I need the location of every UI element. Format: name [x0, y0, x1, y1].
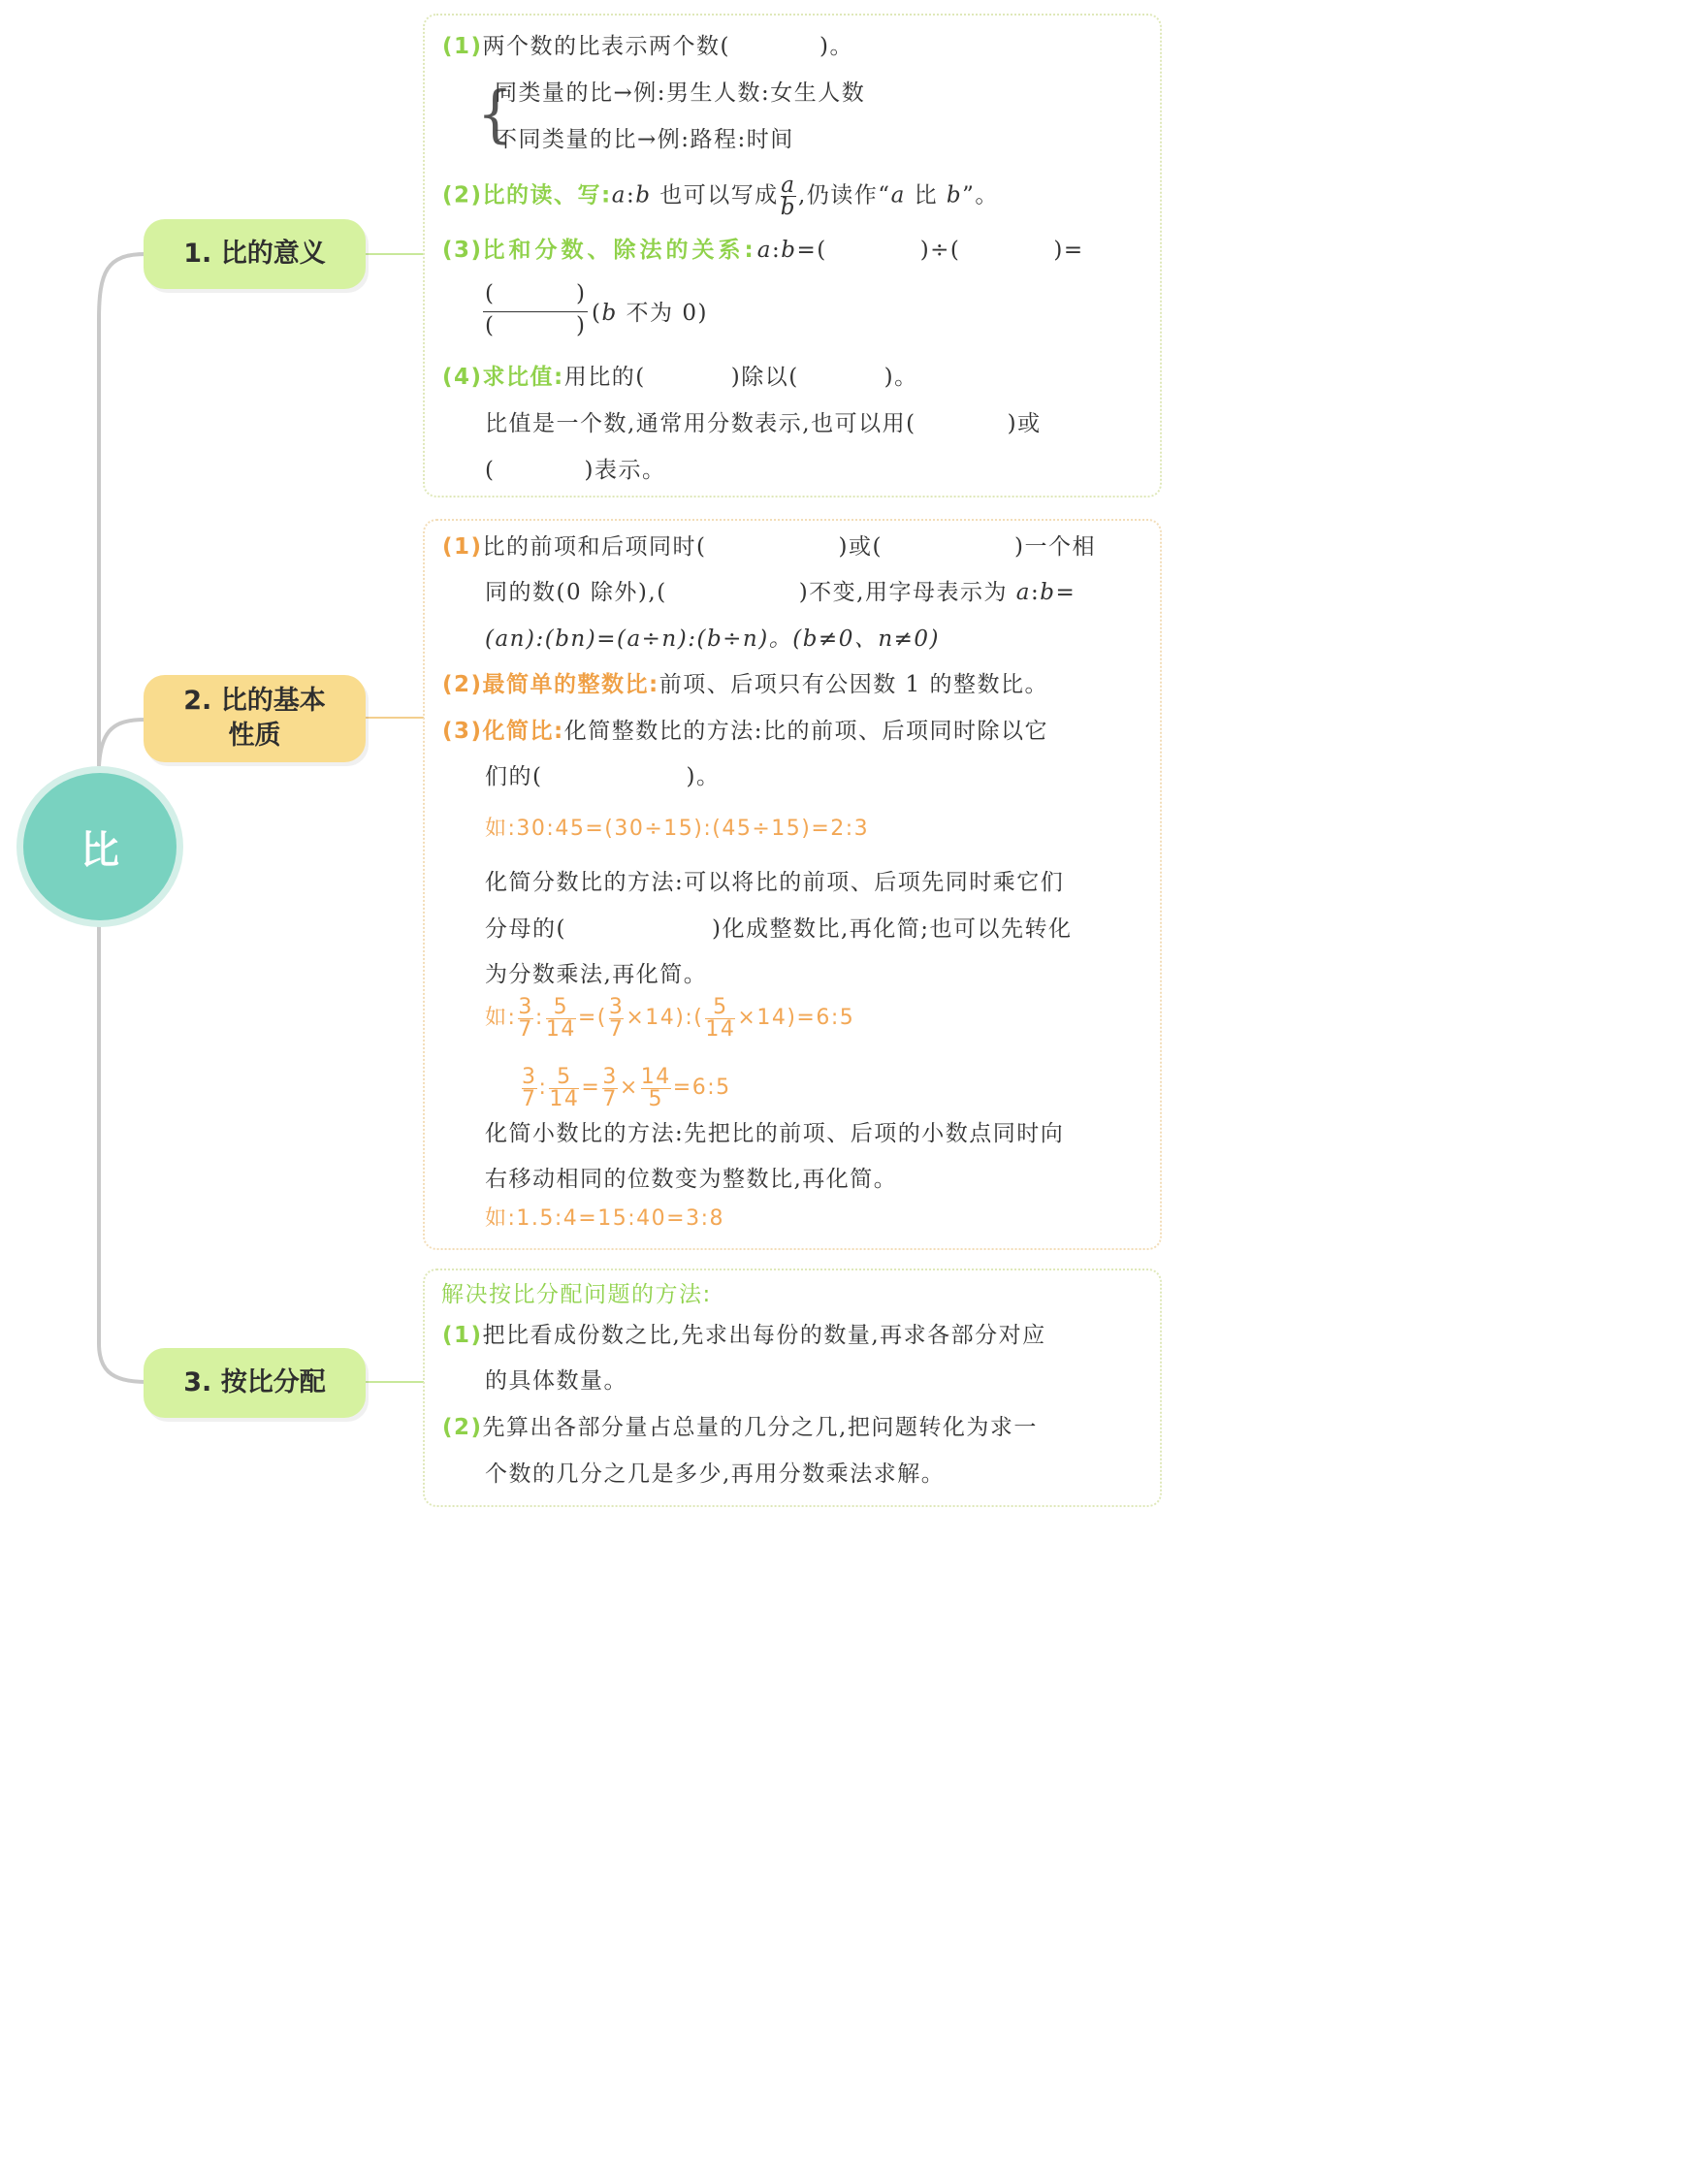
s1-item3-cont [592, 299, 708, 328]
fraction [640, 1064, 671, 1111]
paren: ( [485, 281, 494, 306]
s1-item3 [442, 236, 1084, 265]
fraction-denominator: 7 [602, 1086, 618, 1111]
s1-item2 [442, 175, 999, 218]
paren: ( [485, 313, 494, 338]
text: b [946, 182, 963, 209]
text: = [581, 1076, 601, 1100]
text: : [1031, 580, 1041, 605]
s3-heading: 解决按比分配问题的方法: [441, 1282, 712, 1307]
text: ( [592, 301, 602, 326]
fraction [705, 994, 736, 1042]
branch-node-basic-property [144, 675, 366, 762]
text: b [601, 301, 618, 326]
text: 分母的( [485, 916, 566, 942]
s2-example1: 如:30:45=(30÷15):(45÷15)=2:3 [485, 817, 870, 841]
fraction [602, 1064, 618, 1111]
text: 把比看成份数之比,先求出每份的数量,再求各部分对应 [482, 1323, 1046, 1348]
text: 不为 0) [626, 301, 708, 326]
text: 比 [914, 182, 939, 209]
fraction-denominator: 7 [522, 1086, 537, 1111]
item-number: (3) [442, 719, 483, 744]
fraction-numerator: 14 [640, 1064, 671, 1089]
s2-item2 [442, 670, 1048, 699]
s2-example4: 如:1.5:4=15:40=3:8 [485, 1206, 724, 1231]
s1-item1 [442, 32, 853, 61]
s2-item3-line2 [485, 762, 720, 791]
text: a [890, 182, 906, 209]
s2-item3-line3: 化简分数比的方法:可以将比的前项、后项先同时乘它们 [485, 870, 1065, 895]
s3-item1 [442, 1321, 1046, 1350]
s1-item4-line2 [485, 409, 1042, 438]
text: =( [577, 1006, 607, 1030]
branch-node-label-line1: 2. 比的基本 [183, 685, 326, 716]
text: )或 [1007, 411, 1042, 436]
item-number: (3) [442, 238, 483, 263]
text: 两个数的比表示两个数( [482, 34, 731, 59]
text: : [534, 1006, 544, 1030]
fraction-denominator: 14 [545, 1016, 576, 1042]
fraction-numerator: 3 [522, 1064, 537, 1089]
text: 如: [485, 1006, 517, 1030]
text: ×14)=6:5 [737, 1006, 855, 1030]
blank-fraction [483, 281, 590, 341]
text: 用比的( [563, 365, 646, 390]
text: )化成整数比,再化简;也可以先转化 [711, 916, 1073, 942]
s2-item1-line2 [485, 578, 1076, 607]
text: )或( [838, 534, 883, 560]
fraction-denominator: 7 [518, 1016, 533, 1042]
item-heading: 最简单的整数比: [482, 672, 659, 697]
text: : [626, 182, 636, 209]
text: )= [1053, 238, 1084, 263]
s2-example3 [520, 1065, 731, 1111]
text: )表示。 [584, 458, 666, 483]
fraction-numerator: 3 [608, 994, 625, 1019]
s3-item2 [442, 1413, 1038, 1442]
s3-item2-line2: 个数的几分之几是多少,再用分数乘法求解。 [485, 1461, 946, 1487]
s1-brace-line2: 不同类量的比→例:路程:时间 [495, 127, 794, 152]
s2-item3-line6: 化简小数比的方法:先把比的前项、后项的小数点同时向 [485, 1121, 1065, 1146]
item-number: (2) [442, 1415, 483, 1440]
paren: ) [576, 313, 585, 338]
item-number: (2) [442, 182, 483, 209]
branch-node-meaning: 1. 比的意义 [144, 219, 366, 289]
s2-item1-line3: (an):(bn)=(a÷n):(b÷n)。(b≠0、n≠0) [485, 626, 941, 652]
paren: ) [576, 281, 585, 306]
s2-item3-line4 [485, 915, 1073, 944]
fraction [522, 1064, 537, 1111]
s2-item1 [442, 532, 1096, 562]
text: ( [485, 458, 496, 483]
fraction-numerator: 3 [602, 1064, 618, 1089]
text: b [635, 182, 652, 209]
s1-brace-line1: 同类量的比→例:男生人数:女生人数 [495, 80, 866, 106]
text: = [1055, 580, 1076, 605]
text: 同的数(0 除外),( [485, 580, 667, 605]
text: a [1015, 580, 1032, 605]
text: b [781, 238, 797, 263]
fraction-numerator: 5 [553, 994, 569, 1019]
item-number: (1) [442, 1323, 483, 1348]
text: ×14):( [626, 1006, 704, 1030]
s2-item3 [442, 717, 1048, 746]
fraction [545, 994, 576, 1042]
fraction-denominator: 14 [705, 1016, 736, 1042]
fraction-bar [483, 311, 588, 312]
fraction [781, 175, 796, 218]
s2-item3-line7: 右移动相同的位数变为整数比,再化简。 [485, 1167, 898, 1192]
text: ,仍读作“ [797, 182, 891, 209]
item-number: (4) [442, 365, 483, 390]
text: a [756, 238, 772, 263]
text: )。 [819, 34, 853, 59]
text: 先算出各部分量占总量的几分之几,把问题转化为求一 [482, 1415, 1038, 1440]
s2-example2 [485, 995, 854, 1042]
text: =6:5 [672, 1076, 731, 1100]
text: a [611, 182, 627, 209]
item-number: (1) [442, 534, 483, 560]
fraction [608, 994, 625, 1042]
text: 前项、后项只有公因数 1 的整数比。 [659, 672, 1048, 697]
text: )。 [686, 764, 721, 789]
item-heading: 求比值: [482, 365, 564, 390]
fraction-numerator: 5 [557, 1064, 572, 1089]
fraction [518, 994, 533, 1042]
s1-item4-line3 [485, 456, 665, 485]
text: )除以( [730, 365, 799, 390]
branch-node-distribution: 3. 按比分配 [144, 1348, 366, 1418]
s3-item1-line2: 的具体数量。 [485, 1368, 627, 1394]
fraction-numerator: 5 [713, 994, 728, 1019]
text: =( [796, 238, 827, 263]
text: : [538, 1076, 548, 1100]
branch-node-label-line2: 性质 [228, 721, 281, 751]
brace-symbol: { [477, 77, 513, 150]
s2-item3-line5: 为分数乘法,再化简。 [485, 962, 708, 987]
fraction-numerator: 3 [518, 994, 533, 1019]
text: × [619, 1076, 639, 1100]
text: 比的前项和后项同时( [482, 534, 707, 560]
text: 们的( [485, 764, 543, 789]
text: 也可以写成 [659, 182, 779, 209]
fraction-denominator: b [780, 195, 796, 220]
text: )一个相 [1013, 534, 1096, 560]
s1-item4 [442, 363, 918, 392]
item-heading: 比和分数、除法的关系: [482, 238, 757, 263]
fraction-denominator: 5 [648, 1086, 664, 1111]
item-heading: 比的读、写: [482, 182, 612, 209]
item-number: (1) [442, 34, 483, 59]
fraction-denominator: 7 [608, 1016, 625, 1042]
text: 化简整数比的方法:比的前项、后项同时除以它 [563, 719, 1048, 744]
fraction-numerator: a [781, 173, 796, 198]
text: ”。 [962, 182, 999, 209]
text: )不变,用字母表示为 [798, 580, 1008, 605]
text: )÷( [919, 238, 961, 263]
fraction-denominator: 14 [549, 1086, 580, 1111]
text: 比值是一个数,通常用分数表示,也可以用( [485, 411, 916, 436]
text: b [1040, 580, 1056, 605]
fraction [549, 1064, 580, 1111]
text: )。 [884, 365, 918, 390]
text: : [771, 238, 782, 263]
item-heading: 化简比: [482, 719, 564, 744]
root-node: 比 [23, 773, 177, 920]
item-number: (2) [442, 672, 483, 697]
